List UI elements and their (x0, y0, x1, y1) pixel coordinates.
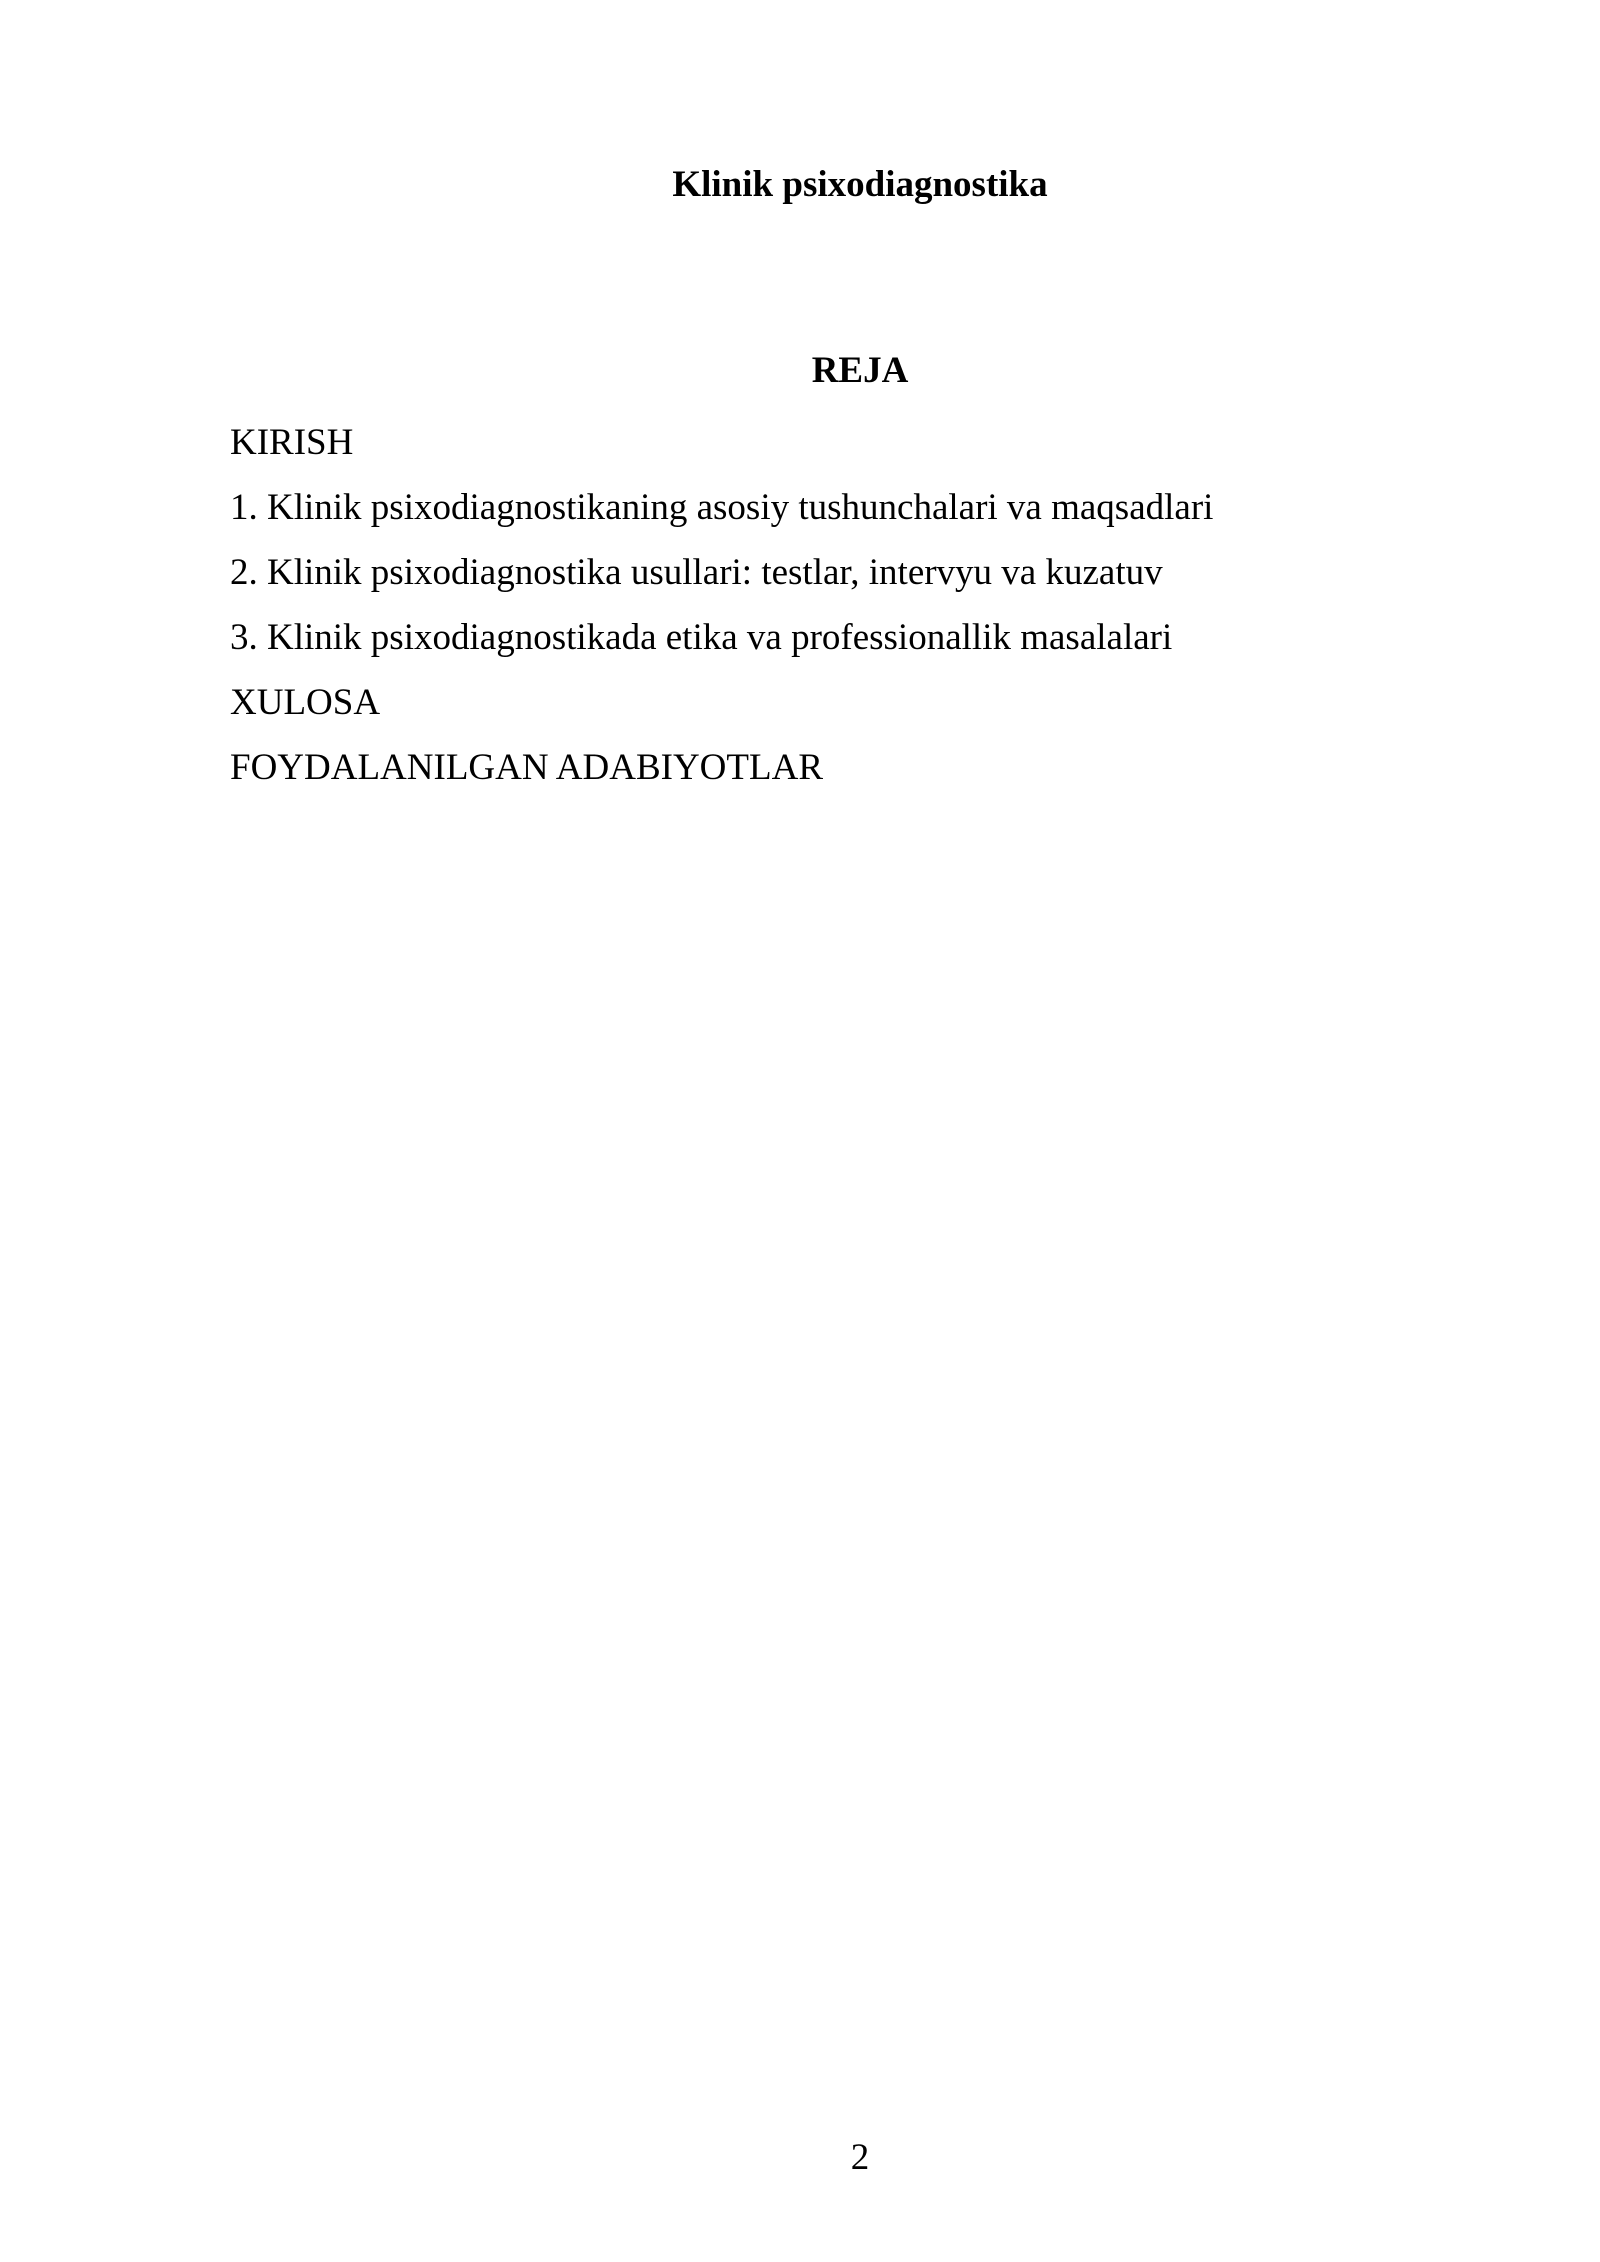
plan-item-chapter-2: 2. Klinik psixodiagnostika usullari: testlar, intervyu va kuzatuv (230, 552, 1163, 593)
plan-list (230, 418, 1430, 808)
plan-item-chapter-3: 3. Klinik psixodiagnostikada etika va professionallik masalalari (230, 617, 1173, 658)
plan-item-references: FOYDALANILGAN ADABIYOTLAR (230, 747, 823, 788)
plan-heading: REJA (811, 350, 909, 391)
plan-item-chapter-1: 1. Klinik psixodiagnostikaning asosiy tushunchalari va maqsadlari (230, 487, 1214, 528)
plan-item-introduction: KIRISH (230, 422, 354, 463)
document-title: Klinik psixodiagnostika (672, 164, 1048, 205)
page-number: 2 (850, 2137, 870, 2178)
plan-item-conclusion: XULOSA (230, 682, 381, 723)
